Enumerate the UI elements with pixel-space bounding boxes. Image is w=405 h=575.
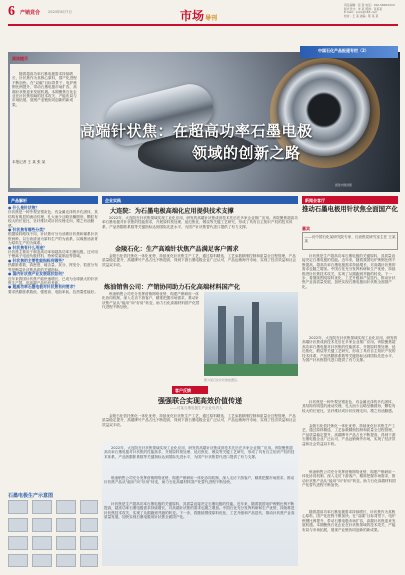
masthead-title: 市场 [180,9,205,23]
faq-answer: 根据原料路线不同，针状焦可分为油系针状焦和煤系针状焦两种。以石油渣油为原料生产的为油系，以煤焦油沥青为原料生产的为煤系。 [8,232,98,246]
interview-body-5: 炼油销售公司充分发挥营销网络优势，构建产销研用一体化协同机制，深入走访下游客户，精准把握市场需求，推动针状焦产品从“能用”向“好用”转变，助力石化高端材料国产化替代进程不断加快。 [302,470,396,488]
article2-body: 金陵石化依托炼化一体化优势，持续优化针状焦生产工艺，通过原料精选、工艺参数精细控制和质量全过程管理，产品质量稳定提升，高端牌号产品占比不断提高，得到下游石墨电极企业广泛认可，产品远销海外市场，实现了经济效益和社会效益双丰收。 [102,254,297,267]
masthead-sub: 导刊 [205,15,218,22]
diagram-step [8,500,28,514]
hero-title-line1: 高端针状焦：在超高功率石墨电极 [80,122,313,140]
interview-title: 推动石墨电极用针状焦全面国产化 [302,206,398,213]
lead-byline: 本报记者 王 某 张 某 [12,160,46,164]
lead-box [10,64,80,188]
lead-text: 随着超高功率石墨电极需求持续增长，针状焦作为其核心原料，国产化进程不断加快。在“双碳”目标背景下，电炉炼钢比例提升，带动石墨电极市场扩容，高端针状焦迎来发展机遇。本期聚焦石化企业在针状焦领域的技术攻关、产能布局与市场拓展，展现产业链协同创新的新成果。 [12,72,77,107]
guest-label: 嘉宾 [302,226,310,231]
faq-question: ● 针状焦有哪些分类？ [8,227,47,233]
editor-line: 校对：王 某 美编：陈 某 某 [344,13,379,18]
section-header-right: 新闻会客厅 [302,196,398,204]
hero-caption: 视觉中国供图 [335,183,352,187]
diagram-step [80,518,98,532]
article3-body: 炼油销售公司充分发挥营销网络优势，构建产销研用一体化协同机制，深入走访下游客户，精准把握市场需求，推动针状焦产品从“能用”向“好用”转变，助力石化高端材料国产化替代进程不断加快。 [102,292,200,310]
page-section-name: 产销竞合 [20,10,41,16]
faq-answer: 近年来我国针状焦产能快速增长，已成为全球最大的针状焦生产国，但高端产品仍有差距。 [8,276,98,285]
diagram-step [32,500,52,514]
diagram-step [8,554,28,567]
faq-question: ● 国内针状焦产业发展现状如何？ [8,271,66,277]
header-divider [8,24,398,26]
diagram-step [80,500,98,514]
faq-question: ● 超高功率石墨电极对针状焦有何要求？ [8,284,78,290]
faq-question: ● 针状焦有什么用途？ [8,244,47,250]
faq-question: ● 什么是针状焦？ [8,205,40,210]
hero-title-line2: 领域的创新之路 [192,144,301,162]
guest-intro: ——访中国石化某研究院专家、石油焦炭研究室主任 王某某 [304,234,396,243]
editor-line: E-mail：xxxx@163.com [344,10,378,14]
article4-subtitle: ——访某石墨电极生产企业负责人 [170,406,223,410]
interview-body: 针状焦是生产超高功率石墨电极的关键原料，其质量直接决定石墨电极的性能。近年来，随着我国电炉炼钢比例不断提高，超高功率石墨电极需求持续增长，对高端针状焦的需求也随之增加。中国石化充分发挥科研和生产优势，持续推进针状焦技术攻关，实现了从跟跑到并跑的转变。下一步，将继续围绕原料优化、工艺升级和产品迭代，推动针状焦产业高质量发展，加快实现石墨电极用针状焦全面国产化。 [302,254,396,289]
diagram-step [32,554,52,567]
interview-body-2: 2022年，大连院在针状焦领域实现工业化应用，研发的高端针状焦成套技术先后在多家企业推广应用。该院聚焦超高功率石墨电极对针状焦的性能需求，开展原料预处理、延迟焦化、煅烧等关键工艺研究，形成了具有自主知识产权的技术体系，产品热膨胀系数等关键指标达到国际先进水平，为国产针状焦替代进口提供了有力支撑。 [302,336,398,363]
article4-title: 强强联合实现高效价值传递 [158,397,242,405]
article4-body: 金陵石化依托炼化一体化优势，持续优化针状焦生产工艺，通过原料精选、工艺参数精细控制和质量全过程管理，产品质量稳定提升，高端牌号产品占比不断提高，得到下游石墨电极企业广泛认可，产品远销海外市场，实现了经济效益和社会效益双丰收。 [102,414,297,427]
tower [252,302,259,372]
faq-list [8,206,98,294]
article2-title: 金陵石化：生产高端针状焦产品满足客户需求 [115,246,239,253]
article4-body-4: 针状焦是生产超高功率石墨电极的关键原料，其质量直接决定石墨电极的性能。近年来，随着我国电炉炼钢比例不断提高，超高功率石墨电极需求持续增长，对高端针状焦的需求也随之增加。中国石化充分发挥科研和生产优势，持续推进针状焦技术攻关，实现了从跟跑到并跑的转变。下一步，将继续围绕原料优化、工艺升级和产品迭代，推动针状焦产业高质量发展，加快实现石墨电极用针状焦全面国产化。 [104,502,295,520]
faq-answer: 热膨胀系数、真密度、硫含量、灰分、挥发分、粒度分布等是衡量针状焦品质的关键指标。 [8,263,98,272]
interview-body-6: 随着超高功率石墨电极需求持续增长，针状焦作为其核心原料，国产化进程不断加快。在“双碳”目标背景下，电炉炼钢比例提升，带动石墨电极市场扩容，高端针状焦迎来发展机遇。本期聚焦石化企业在针状焦领域的技术攻关、产能布局与市场拓展，展现产业链协同创新的新成果。 [302,510,396,532]
product-diagram [8,500,98,568]
column-title: 中国石化产品报道专栏（2） [318,48,369,53]
masthead [180,7,217,24]
article1-title: 大连院：为石墨电极高端化应用提供技术支撑 [110,208,234,215]
product-diagram-title: 石墨电极生产示意图 [8,493,54,499]
editor-line: 版式设计：朱 某 照排：张某某 [344,6,383,11]
diagram-step [32,536,52,550]
diagram-step [32,518,52,532]
guest-box [302,232,398,250]
lead-tag: 阅读提示 [12,56,28,61]
diagram-step [8,536,28,550]
article4-body-2: 2022年，大连院在针状焦领域实现工业化应用，研发的高端针状焦成套技术先后在多家企业推广应用。该院聚焦超高功率石墨电极对针状焦的性能需求，开展原料预处理、延迟焦化、煅烧等关键工艺研究，形成了具有自主知识产权的技术体系，产品热膨胀系数等关键指标达到国际先进水平，为国产针状焦替代进口提供了有力支撑。 [104,446,295,459]
diagram-step [56,500,76,514]
photo-caption: 图为某石化针状焦装置区。 [204,378,241,382]
section-header-feedback: 客户反馈 [172,386,208,394]
diagram-step [56,536,76,550]
page-header [8,4,398,26]
article4-body-3: 炼油销售公司充分发挥营销网络优势，构建产销研用一体化协同机制，深入走访下游客户，精准把握市场需求，推动针状焦产品从“能用”向“好用”转变，助力石化高端材料国产化替代进程不断加快。 [104,476,295,485]
interview-body-4: 金陵石化依托炼化一体化优势，持续优化针状焦生产工艺，通过原料精选、工艺参数精细控制和质量全过程管理，产品质量稳定提升，高端牌号产品占比不断提高，得到下游石墨电极企业广泛认可，产品远销海外市场，实现了经济效益和社会效益双丰收。 [302,424,396,446]
page-number: 6 [8,4,15,19]
page-date: 2024年8月7日 [48,10,72,14]
plant-photo [204,292,298,376]
faq-question: ● 针状焦的主要性能指标有哪些？ [8,257,66,263]
editor-line: 责任编辑：张 某 电话：010-5600XXXX [344,3,395,7]
diagram-step [56,518,76,532]
greenery [204,364,298,376]
faq-answer: 针状焦主要用于制造高功率和超高功率石墨电极，还可用于锂离子电池负极材料、特种炭素制品等领域。 [8,250,98,259]
section-header-middle: 企业实践 [102,196,298,204]
editor-info [344,4,402,18]
diagram-step [56,554,76,567]
diagram-step [80,554,98,567]
diagram-step [80,536,98,550]
section-header-left: 产品解析 [8,196,98,204]
interview-body-3: 针状焦是一种外观呈银灰色、有金属光泽的多孔固体，其结构有明显的流动纹理，孔大而少且略呈椭圆形，颗粒有较大的长宽比，呈纤维状或针状纹理走向，摸之有油脂感。 [302,400,396,413]
article1-body: 2022年，大连院在针状焦领域实现工业化应用，研发的高端针状焦成套技术先后在多家企业推广应用。该院聚焦超高功率石墨电极对针状焦的性能需求，开展原料预处理、延迟焦化、煅烧等关键工艺研究，形成了具有自主知识产权的技术体系，产品热膨胀系数等关键指标达到国际先进水平，为国产针状焦替代进口提供了有力支撑。 [102,216,298,229]
tower [218,306,226,372]
diagram-step [8,518,28,532]
faq-answer: 要求热膨胀系数低、强度高、电阻率低、抗热震性能好。 [8,289,98,294]
article3-title: 炼油销售公司：产销协同助力石化高端材料国产化 [104,284,241,291]
faq-answer: 针状焦是一种外观呈银灰色、有金属光泽的多孔固体，其结构有明显的流动纹理，孔大而少且略呈椭圆形，颗粒有较大的长宽比，呈纤维状或针状纹理走向，摸之有油脂感。 [8,210,98,228]
